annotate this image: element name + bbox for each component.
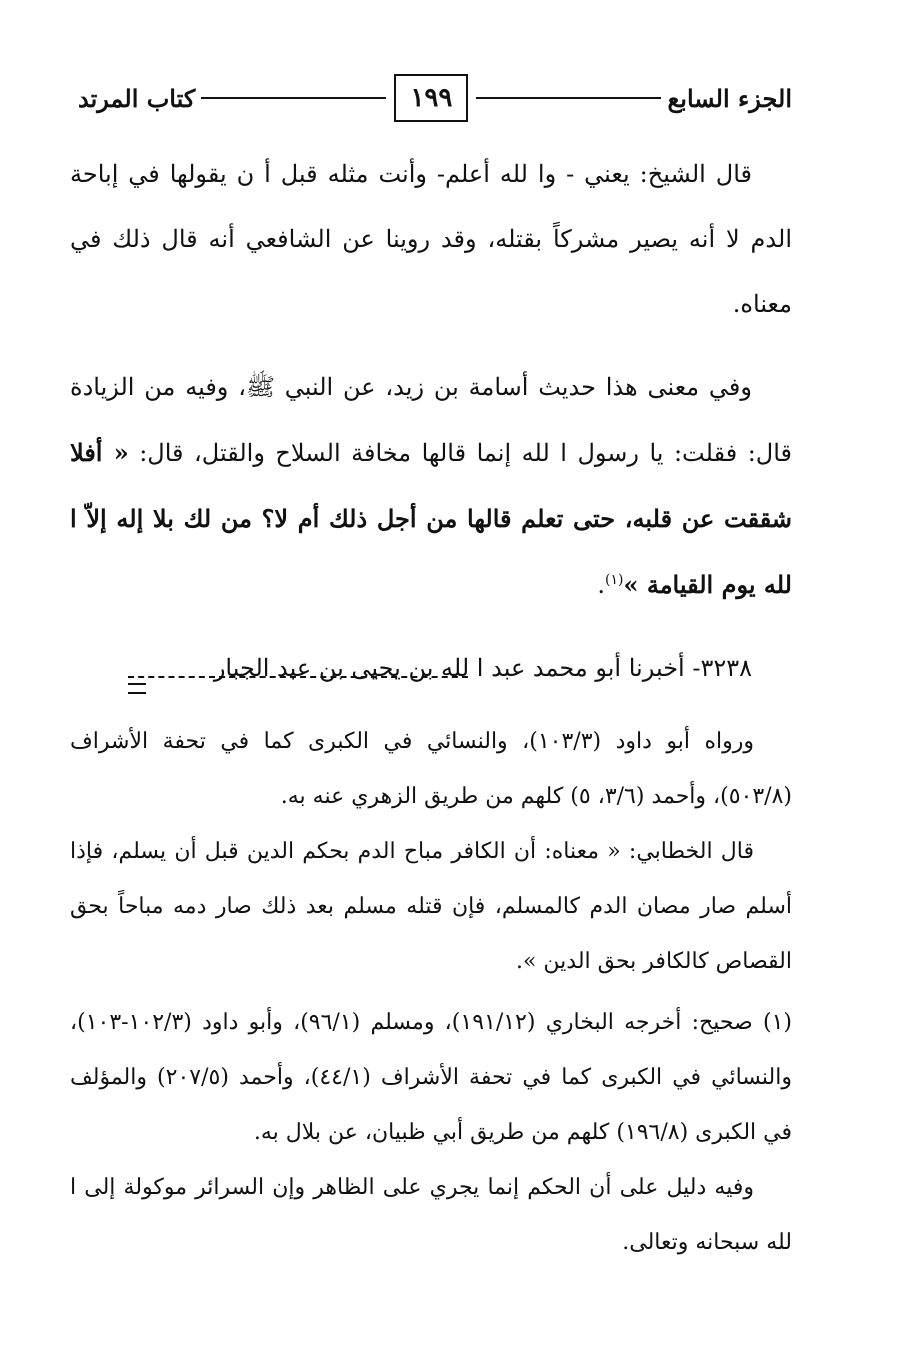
footnote-1: (١) صحيح: أخرجه البخاري (١٩١/١٢)، ومسلم (٩٦/١)، وأبو داود (١٠٢/٣-١٠٣)، والنسائي في الكبرى كما في تحفة الأشراف (٤٤/١)، وأحمد (٢٠٧/٥) والمؤلف في الكبرى (١٩٦/٨) كلهم من طريق أبي ظبيان، عن بلال به. [70, 1010, 792, 1145]
book-title: كتاب المرتد [77, 83, 196, 113]
paragraph [70, 355, 792, 618]
hadith-chain: ٣٢٣٨- أخبرنا أبو محمد عبد ا لله بن يحيى بن عبد الجبار [213, 654, 752, 682]
footnote-ref[interactable]: (١) [605, 572, 624, 588]
period: . [597, 571, 605, 599]
paragraph: قال الشيخ: يعني - وا لله أعلم- وأنت مثله قبل أ ن يقولها في إباحة الدم لا أنه يصير مشركاً بقتله، وقد روينا عن الشافعي أنه قال ذلك في معناه. [70, 160, 792, 318]
footnotes [70, 714, 792, 1270]
hadith-quote: « أفلا شققت عن قلبه، حتى تعلم قالها من أجل ذلك أم لا؟ من لك بلا إله إلاّ ا لله يوم القيامة » [70, 438, 792, 599]
volume-title: الجزء السابع [667, 83, 792, 113]
main-text [70, 142, 792, 701]
paragraph-intro: وفي معنى هذا حديث أسامة بن زيد، عن النبي ﷺ، وفيه من الزيادة قال: فقلت: يا رسول ا لله إنما قالها مخافة السلاح والقتل، قال: [70, 373, 792, 467]
continuation-mark [128, 683, 146, 694]
footnote-separator [128, 676, 468, 678]
running-header [78, 72, 792, 124]
footnote-continuation: قال الخطابي: « معناه: أن الكافر مباح الدم بحكم الدين قبل أن يسلم، فإذا أسلم صار مصان الدم كالمسلم، فإن قتله مسلم بعد ذلك صار دمه مباحاً بحق القصاص كالكافر بحق الدين ». [70, 839, 792, 974]
footnote-1-continuation: وفيه دليل على أن الحكم إنما يجري على الظاهر وإن السرائر موكولة إلى ا لله سبحانه وتعالى. [70, 1175, 792, 1255]
header-rule [476, 97, 661, 99]
page-number: ١٩٩ [394, 74, 468, 122]
footnote-continuation: ورواه أبو داود (١٠٣/٣)، والنسائي في الكبرى كما في تحفة الأشراف (٥٠٣/٨)، وأحمد (٣/٦، ٥) كلهم من طريق الزهري عنه به. [70, 729, 792, 809]
header-rule [201, 97, 386, 99]
